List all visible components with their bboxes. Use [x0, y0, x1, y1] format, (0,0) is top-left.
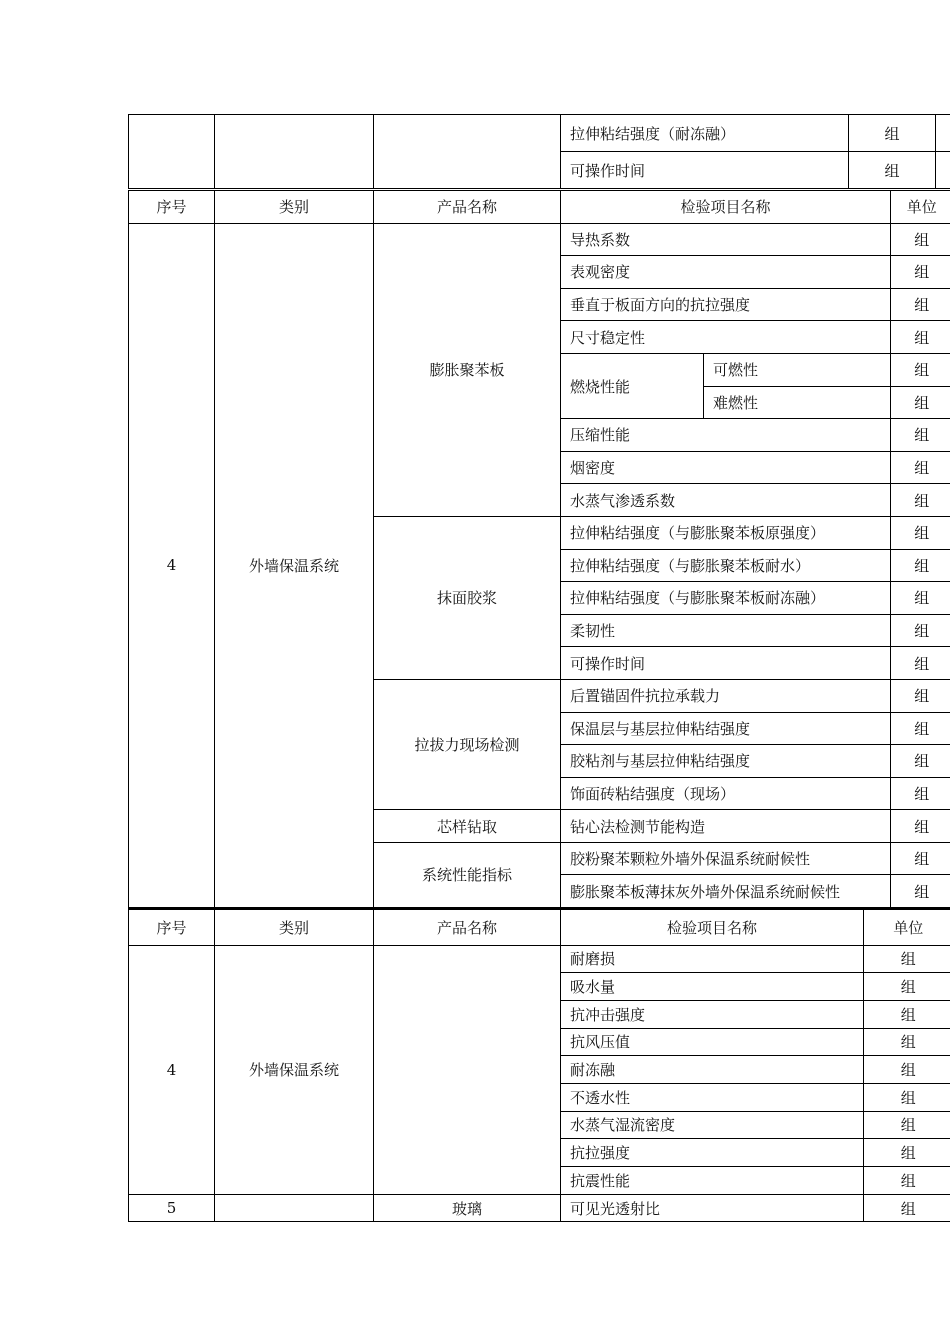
inspection-table-2 — [128, 908, 950, 1222]
header-product: 产品名称 — [374, 191, 561, 224]
item-name: 膨胀聚苯板薄抹灰外墙外保温系统耐候性 — [561, 875, 891, 908]
header-item: 检验项目名称 — [561, 191, 891, 224]
item-name: 压缩性能 — [561, 419, 891, 452]
continuation-table — [128, 114, 950, 189]
unit-cell: 组 — [891, 712, 950, 745]
category-cell: 外墙保温系统 — [215, 945, 374, 1194]
product-cell: 拉拔力现场检测 — [374, 679, 561, 809]
item-name: 可操作时间 — [561, 647, 891, 680]
unit-cell: 组 — [891, 647, 950, 680]
unit-cell: 组 — [891, 419, 950, 452]
unit-cell: 组 — [864, 973, 950, 1001]
item-name: 吸水量 — [561, 973, 864, 1001]
item-name: 拉伸粘结强度（耐冻融） — [561, 115, 849, 152]
item-name: 耐磨损 — [561, 945, 864, 973]
item-name: 饰面砖粘结强度（现场） — [561, 777, 891, 810]
sub-item-name: 难燃性 — [704, 386, 891, 419]
item-name: 拉伸粘结强度（与膨胀聚苯板耐冻融） — [561, 582, 891, 615]
unit-cell: 组 — [891, 810, 950, 843]
unit-cell: 组 — [891, 549, 950, 582]
item-name: 垂直于板面方向的抗拉强度 — [561, 288, 891, 321]
unit-cell: 组 — [864, 1083, 950, 1111]
unit-cell: 组 — [891, 745, 950, 778]
item-name: 导热系数 — [561, 223, 891, 256]
unit-cell: 组 — [891, 484, 950, 517]
unit-cell: 组 — [891, 842, 950, 875]
product-cell — [374, 945, 561, 1194]
item-name: 耐冻融 — [561, 1056, 864, 1084]
product-cell: 芯样钻取 — [374, 810, 561, 843]
header-row — [129, 909, 950, 945]
inspection-table — [128, 190, 950, 908]
unit-cell: 组 — [891, 777, 950, 810]
unit-cell: 组 — [891, 321, 950, 354]
header-product: 产品名称 — [374, 909, 561, 945]
unit-cell: 组 — [891, 875, 950, 908]
unit-cell: 组 — [891, 582, 950, 615]
unit-cell: 组 — [891, 288, 950, 321]
item-name: 可见光透射比 — [561, 1194, 864, 1222]
unit-cell: 组 — [864, 1056, 950, 1084]
unit-cell: 组 — [891, 614, 950, 647]
item-name: 钻心法检测节能构造 — [561, 810, 891, 843]
item-name: 柔韧性 — [561, 614, 891, 647]
header-category: 类别 — [215, 909, 374, 945]
unit-cell: 组 — [864, 1000, 950, 1028]
item-name: 拉伸粘结强度（与膨胀聚苯板原强度） — [561, 516, 891, 549]
category-cell: 外墙保温系统 — [215, 223, 374, 907]
unit-cell: 组 — [891, 516, 950, 549]
seq-cell: 4 — [129, 945, 215, 1194]
unit-cell: 组 — [864, 1111, 950, 1139]
header-item: 检验项目名称 — [561, 909, 864, 945]
unit-cell: 组 — [849, 152, 936, 189]
cell-empty — [215, 115, 374, 189]
table-row — [129, 945, 950, 973]
category-cell — [215, 1194, 374, 1222]
header-row — [129, 191, 950, 224]
item-name: 表观密度 — [561, 256, 891, 289]
unit-cell: 组 — [864, 945, 950, 973]
unit-cell: 组 — [891, 223, 950, 256]
table-row — [129, 223, 950, 256]
sub-item-name: 可燃性 — [704, 353, 891, 386]
header-seq: 序号 — [129, 191, 215, 224]
item-name: 拉伸粘结强度（与膨胀聚苯板耐水） — [561, 549, 891, 582]
cell-empty — [129, 115, 215, 189]
item-name: 后置锚固件抗拉承载力 — [561, 679, 891, 712]
item-name: 烟密度 — [561, 451, 891, 484]
unit-cell: 组 — [864, 1194, 950, 1222]
cell-empty — [936, 115, 950, 152]
item-name: 胶粘剂与基层拉伸粘结强度 — [561, 745, 891, 778]
item-name: 可操作时间 — [561, 152, 849, 189]
cell-empty — [374, 115, 561, 189]
unit-cell: 组 — [849, 115, 936, 152]
unit-cell: 组 — [891, 451, 950, 484]
item-name: 抗震性能 — [561, 1167, 864, 1195]
header-seq: 序号 — [129, 909, 215, 945]
unit-cell: 组 — [891, 353, 950, 386]
table-row — [129, 1194, 950, 1222]
product-cell: 系统性能指标 — [374, 842, 561, 907]
item-name: 保温层与基层拉伸粘结强度 — [561, 712, 891, 745]
header-category: 类别 — [215, 191, 374, 224]
item-name: 不透水性 — [561, 1083, 864, 1111]
unit-cell: 组 — [891, 679, 950, 712]
unit-cell: 组 — [891, 386, 950, 419]
cell-empty — [936, 152, 950, 189]
item-name: 水蒸气湿流密度 — [561, 1111, 864, 1139]
product-cell: 玻璃 — [374, 1194, 561, 1222]
item-name: 燃烧性能 — [561, 353, 704, 418]
header-unit: 单位 — [891, 191, 950, 224]
product-cell: 抹面胶浆 — [374, 516, 561, 679]
unit-cell: 组 — [864, 1028, 950, 1056]
product-cell: 膨胀聚苯板 — [374, 223, 561, 516]
item-name: 抗冲击强度 — [561, 1000, 864, 1028]
table-row — [129, 115, 950, 152]
item-name: 抗风压值 — [561, 1028, 864, 1056]
unit-cell: 组 — [891, 256, 950, 289]
unit-cell: 组 — [864, 1139, 950, 1167]
header-unit: 单位 — [864, 909, 950, 945]
item-name: 胶粉聚苯颗粒外墙外保温系统耐候性 — [561, 842, 891, 875]
item-name: 尺寸稳定性 — [561, 321, 891, 354]
unit-cell: 组 — [864, 1167, 950, 1195]
seq-cell: 4 — [129, 223, 215, 907]
item-name: 抗拉强度 — [561, 1139, 864, 1167]
seq-cell: 5 — [129, 1194, 215, 1222]
item-name: 水蒸气渗透系数 — [561, 484, 891, 517]
